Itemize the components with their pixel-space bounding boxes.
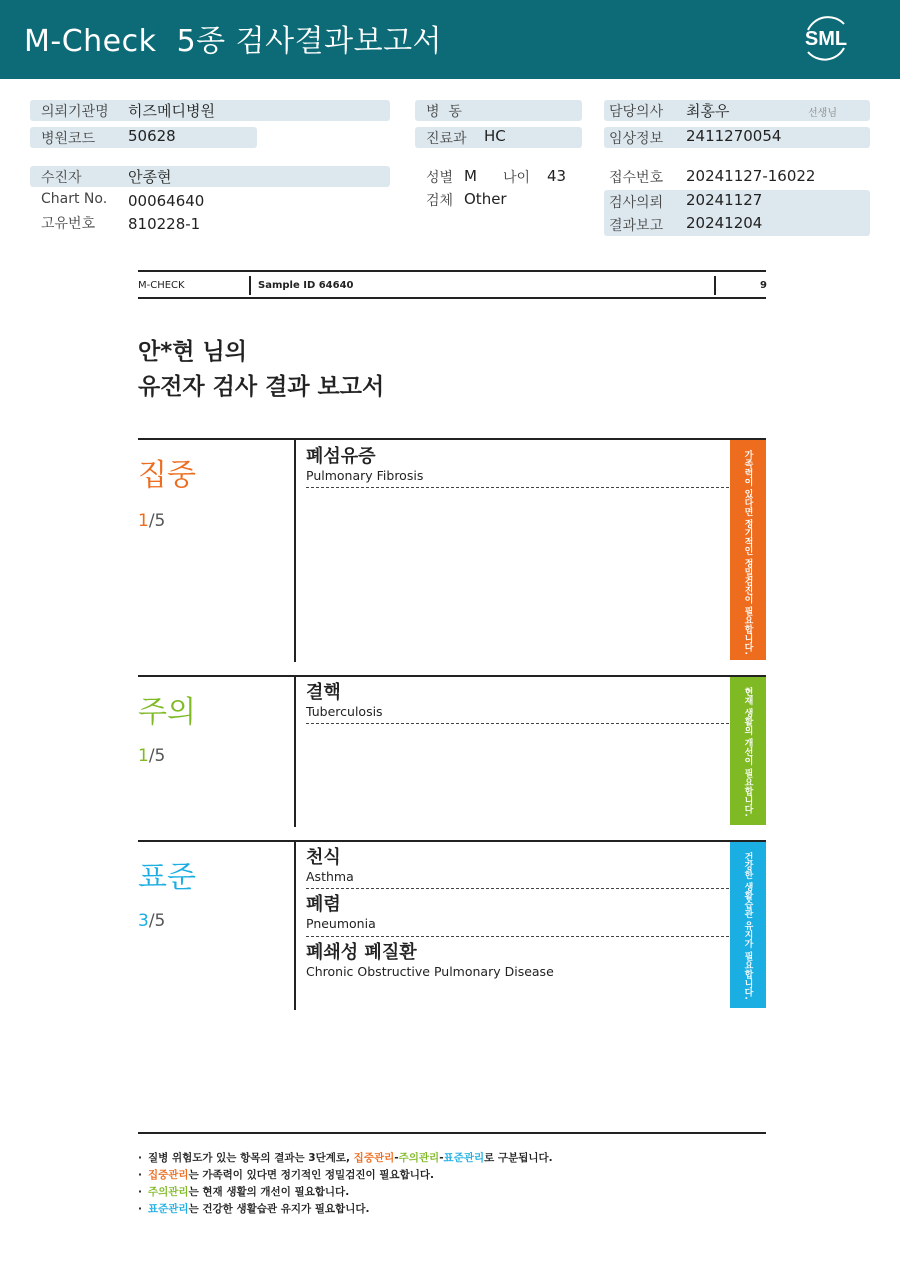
logo-text: SML [804, 28, 848, 50]
doctor-suffix: 선생님 [808, 108, 837, 119]
dept-value: HC [484, 127, 506, 145]
doctor-label: 담당의사 [609, 104, 664, 120]
sample-id: Sample ID 64640 [258, 280, 354, 291]
section-focus [138, 438, 766, 660]
section-title: 집중 [138, 458, 196, 493]
section-divider [294, 677, 296, 827]
clinical-value: 2411270054 [686, 127, 782, 145]
side-note-bar [730, 440, 766, 660]
note-line: · 표준관리는 건강한 생활습관 유지가 필요합니다. [138, 1203, 370, 1215]
receipt-value: 20241127-16022 [686, 167, 816, 185]
sex-label: 성별 [426, 170, 454, 186]
greeting-line2: 유전자 검사 결과 보고서 [138, 374, 385, 400]
section-divider [294, 842, 296, 1010]
sml-logo [796, 10, 856, 66]
ward-label: 병 동 [426, 104, 462, 120]
item-name-ko: 폐섬유증 [306, 446, 376, 467]
item-name-en: Tuberculosis [306, 704, 383, 719]
item-name-ko: 천식 [306, 847, 341, 868]
item-name-ko: 폐렴 [306, 894, 341, 915]
report-header [0, 0, 900, 79]
hospital-label: 의뢰기관명 [41, 104, 109, 120]
section-title: 표준 [138, 860, 196, 895]
hospital-value: 히즈메디병원 [128, 102, 215, 120]
report-value: 20241204 [686, 214, 763, 232]
section-count [138, 746, 165, 766]
doctor-value: 최홍우 [686, 102, 730, 120]
item-name-en: Pneumonia [306, 916, 376, 931]
item-name-ko: 결핵 [306, 682, 341, 703]
clinical-label: 임상정보 [609, 131, 664, 147]
side-note-bar [730, 677, 766, 825]
divider [249, 276, 251, 295]
count-num: 3 [138, 911, 149, 931]
item-name-en: Asthma [306, 869, 354, 884]
id-label: 고유번호 [41, 216, 96, 232]
list-item [306, 682, 729, 724]
patient-row-bg [30, 166, 390, 187]
request-label: 검사의뢰 [609, 195, 664, 211]
section-divider [294, 440, 296, 662]
side-note: 가족력이 있다면 정기적인 정밀검진이 필요합니다. [742, 450, 753, 655]
count-total: /5 [148, 746, 166, 766]
side-note: 현재 생활의 개선이 필요합니다. [742, 687, 753, 817]
request-value: 20241127 [686, 191, 763, 209]
greeting-line1: 안*현 님의 [138, 339, 247, 365]
note-line: · 주의관리는 현재 생활의 개선이 필요합니다. [138, 1186, 350, 1198]
id-value: 810228-1 [128, 215, 201, 233]
dept-label: 진료과 [426, 131, 467, 147]
page-number: 9 [760, 280, 767, 291]
chart-label: Chart No. [41, 191, 108, 207]
item-name-ko: 폐쇄성 폐질환 [306, 942, 417, 963]
count-num: 1 [138, 511, 149, 531]
code-value: 50628 [128, 127, 176, 145]
list-item [306, 894, 729, 937]
chart-value: 00064640 [128, 192, 205, 210]
section-caution [138, 675, 766, 825]
side-note-bar [730, 842, 766, 1008]
section-title: 주의 [138, 695, 196, 730]
note-line: · 질병 위험도가 있는 항목의 결과는 3단계로, 집중관리-주의관리-표준관리로 구분됩니다. [138, 1152, 553, 1164]
patient-label: 수진자 [41, 170, 82, 186]
doc-meta-bar [138, 270, 766, 299]
list-item [306, 942, 729, 984]
patient-value: 안종현 [128, 168, 172, 186]
doc-brand: M-CHECK [138, 280, 185, 291]
age-value: 43 [547, 167, 567, 185]
divider [714, 276, 716, 295]
count-total: /5 [148, 511, 166, 531]
report-title: M-Check 5종 검사결과보고서 [24, 24, 443, 59]
sex-value: M [464, 167, 477, 185]
section-count [138, 511, 165, 531]
report-greeting [138, 335, 384, 405]
side-note: 건강한 생활습관 유지가 필요합니다. [742, 852, 753, 1000]
footer-divider [138, 1132, 766, 1134]
item-name-en: Pulmonary Fibrosis [306, 468, 424, 483]
list-item [306, 847, 729, 889]
specimen-label: 검체 [426, 193, 454, 209]
code-label: 병원코드 [41, 131, 96, 147]
count-total: /5 [148, 911, 166, 931]
specimen-value: Other [464, 190, 507, 208]
note-line: · 집중관리는 가족력이 있다면 정기적인 정밀검진이 필요합니다. [138, 1169, 434, 1181]
receipt-label: 접수번호 [609, 170, 664, 186]
count-num: 1 [138, 746, 149, 766]
section-standard [138, 840, 766, 1008]
item-name-en: Chronic Obstructive Pulmonary Disease [306, 964, 554, 979]
age-label: 나이 [503, 170, 531, 186]
report-label: 결과보고 [609, 218, 664, 234]
list-item [306, 446, 729, 488]
section-count [138, 911, 165, 931]
footer-notes [138, 1150, 553, 1218]
